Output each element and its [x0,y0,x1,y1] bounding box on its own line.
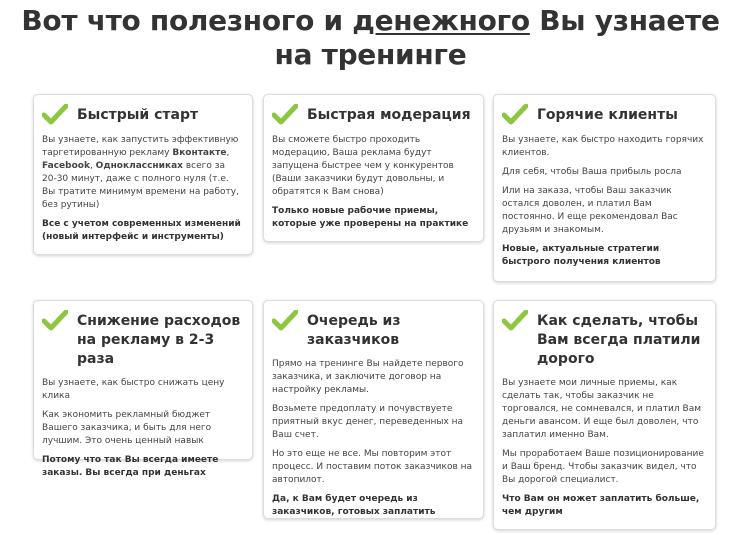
feature-card-fast-moderation [263,94,484,242]
card-text: Возьмете предоплату и почувствуете приятный вкус денег, переведенных на Ваш счет. [272,404,464,440]
feature-card-premium-pricing [493,300,716,530]
card-title: Снижение расходов на рекламу в 2-3 раза [77,313,241,367]
card-highlight: Что Вам он может заплатить больше, чем другим [502,494,700,517]
feature-card-hot-clients [493,94,716,282]
card-header [42,104,242,126]
card-text: Мы проработаем Ваше позиционирование и Ваш бренд. Чтобы заказчик видел, что Вы дорогой специалист. [502,449,704,485]
vkontakte-name: Вконтакте [172,148,227,158]
card-title: Быстрая модерация [307,107,471,123]
odnoklassniki-name: Одноклассниках [95,161,183,171]
headline-underlined-word: денежного [352,4,530,37]
card-highlight: Новые, актуальные стратегии быстрого получения клиентов [502,244,661,267]
card-header [272,310,473,350]
card-title: Как сделать, чтобы Вам всегда платили дорого [537,313,701,367]
card-text: Как экономить рекламный бюджет Вашего заказчика, и быть для него лучшим. Это очень ценный навык [42,410,212,446]
checkmark-icon [272,104,298,126]
checkmark-icon [502,310,528,332]
feature-card-cost-reduction [33,300,253,478]
checkmark-icon [272,310,298,332]
feature-card-client-queue [263,300,484,519]
checkmark-icon [42,104,68,126]
card-highlight: Потому что так Вы всегда имеете заказы. Вы всегда при деньгах [42,455,219,478]
card-text: Вы узнаете, как запустить эффективную таргетированную рекламу Вконтакте, Facebook, Одноклассниках всего за 20-30 минут, даже с полного нуля (т.е. Вы тратите минимум времени на работу, без рутины) [42,135,239,210]
card-text: Для себя, чтобы Ваша прибыль росла [502,167,682,177]
card-text: Вы сможете быстро проходить модерацию, Ваша реклама будут запущена быстрее чем у конкурентов (Ваши заказчики будут довольны, и обратятся к Вам снова) [272,135,454,197]
headline-part-2: Вы узнаете [529,4,720,37]
feature-card-fast-start [33,94,253,255]
facebook-name: Facebook [42,161,90,171]
card-text: Но это еще не все. Мы повторим этот процесс. И поставим поток заказчиков на автопилот. [272,449,473,485]
card-highlight: Только новые рабочие приемы, которые уже проверены на практике [272,206,469,229]
card-title: Очередь из заказчиков [307,313,401,348]
checkmark-icon [42,310,68,332]
card-text: Вы узнаете, как быстро снижать цену клика [42,378,225,401]
card-header [502,104,705,126]
headline-part-1: Вот что полезного и [21,4,353,37]
card-text: Прямо на тренинге Вы найдете первого заказчика, и заключите договор на настройку рекламы. [272,359,464,395]
card-highlight: Да, к Вам будет очередь из заказчиков, готовых заплатить [272,494,436,517]
headline-line-2: на тренинге [274,38,467,71]
card-text: Или на заказа, чтобы Ваш заказчик остался доволен, и платил Вам постоянно. И еще рекомендовал Вас друзьям и знакомым. [502,186,678,235]
card-highlight: Все с учетом современных изменений (новый интерфейс и инструменты) [42,219,241,242]
card-text: Вы узнаете, как быстро находить горячих клиентов. [502,135,704,158]
card-header [42,310,242,369]
headline-line-1 [0,4,741,38]
card-header [272,104,473,126]
card-header [502,310,705,369]
card-text: Вы узнаете мои личные приемы, как сделать так, чтобы заказчик не торговался, не сомневался, и платил Вам деньги авансом. И еще был доволен, что заплатил именно Вам. [502,378,702,440]
card-title: Горячие клиенты [537,107,678,123]
page-headline [0,4,741,72]
card-title: Быстрый старт [77,107,199,123]
checkmark-icon [502,104,528,126]
